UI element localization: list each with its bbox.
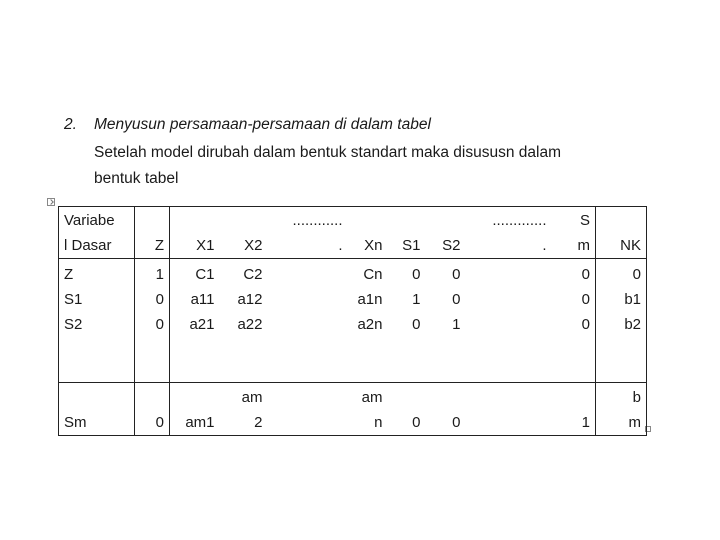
sm-value: 0 [581,266,590,283]
header-dots-2 [466,207,552,259]
sm-row-z [135,383,170,436]
header-sm-top: S [579,212,590,229]
sm-row-xn [348,383,388,436]
x1-column [170,259,220,383]
s1-value: 1 [412,291,421,308]
nk-column [596,259,647,383]
paragraph-line-2: bentuk tabel [94,170,179,187]
header-sm-bottom: m [577,237,590,254]
header-xn [348,207,388,259]
basis-z: Z [64,266,74,283]
sm-row-xn-bottom: n [374,414,383,431]
header-variabel-line2: l Dasar [64,237,112,254]
s2-value: 0 [452,291,461,308]
sm-value: 0 [581,316,590,333]
header-x1 [170,207,220,259]
sm-row-sm [552,383,596,436]
sm-row-x1-text: am1 [185,414,215,431]
s2-value: 0 [452,266,461,283]
sm-row-nk-bottom: m [628,414,641,431]
sm-row-z-text: 0 [155,414,164,431]
sm-row-dots-1 [268,383,348,436]
sm-row-s1 [388,383,426,436]
z-value: 0 [155,316,164,333]
nk-value: b2 [624,316,641,333]
sm-row-xn-top: am [361,389,383,406]
x2-value: C2 [243,266,263,283]
s1-value: 0 [412,316,421,333]
z-value: 1 [155,266,164,283]
header-x1-text: X1 [196,237,215,254]
paragraph-line-1: Setelah model dirubah dalam bentuk standart maka disususn dalam [94,144,561,161]
x2-value: a12 [237,291,263,308]
x1-value: C1 [195,266,215,283]
header-z [135,207,170,259]
sm-row-x1 [170,383,220,436]
basis-s2: S2 [64,316,83,333]
intro-paragraph [94,140,634,192]
header-s2 [426,207,466,259]
sm-row-nk [596,383,647,436]
header-variabel-line1: Variabe [64,212,115,229]
sm-row-sm-text: 1 [581,414,590,431]
xn-column [348,259,388,383]
header-dots-1-top: ............ [292,212,343,229]
table-sm-row [59,383,647,436]
header-x2 [220,207,268,259]
xn-value: a1n [357,291,383,308]
header-dots-2-top: ............. [492,212,547,229]
xn-value: Cn [363,266,383,283]
sm-row-s2 [426,383,466,436]
sm-row-basis [59,383,135,436]
x2-value: a22 [237,316,263,333]
table-header-row [59,207,647,259]
sm-row-x2 [220,383,268,436]
header-z-text: Z [154,237,164,254]
header-dots-1-bottom: . [338,237,343,254]
basis-column [59,259,135,383]
x2-column [220,259,268,383]
s1-column [388,259,426,383]
dots-2-column [466,259,552,383]
sm-row-nk-top: b [632,389,641,406]
heading-number: 2. [64,116,77,133]
header-variabel-dasar [59,207,135,259]
sm-value: 0 [581,291,590,308]
sm-row-s1-text: 0 [412,414,421,431]
z-column [135,259,170,383]
header-nk [596,207,647,259]
table-move-handle-icon[interactable] [47,198,55,206]
sm-row-s2-text: 0 [452,414,461,431]
header-dots-1 [268,207,348,259]
header-sm [552,207,596,259]
dots-1-column [268,259,348,383]
s2-column [426,259,466,383]
s2-value: 1 [452,316,461,333]
header-s1 [388,207,426,259]
sm-row-x2-bottom: 2 [254,414,263,431]
header-xn-text: Xn [364,237,383,254]
header-dots-2-bottom: . [542,237,547,254]
x1-value: a21 [189,316,215,333]
heading-title: Menyusun persamaan-persamaan di dalam tabel [94,116,431,133]
sm-row-x2-top: am [241,389,263,406]
s1-value: 0 [412,266,421,283]
nk-value: b1 [624,291,641,308]
table-data-row [59,259,647,383]
header-s2-text: S2 [442,237,461,254]
header-nk-text: NK [620,237,641,254]
x1-value: a11 [190,291,215,308]
sm-row-basis-text: Sm [64,414,87,431]
xn-value: a2n [357,316,383,333]
sm-row-dots-2 [466,383,552,436]
header-s1-text: S1 [402,237,421,254]
nk-value: 0 [632,266,641,283]
basis-s1: S1 [64,291,83,308]
sm-column [552,259,596,383]
z-value: 0 [155,291,164,308]
header-x2-text: X2 [244,237,263,254]
simplex-table [58,206,647,436]
